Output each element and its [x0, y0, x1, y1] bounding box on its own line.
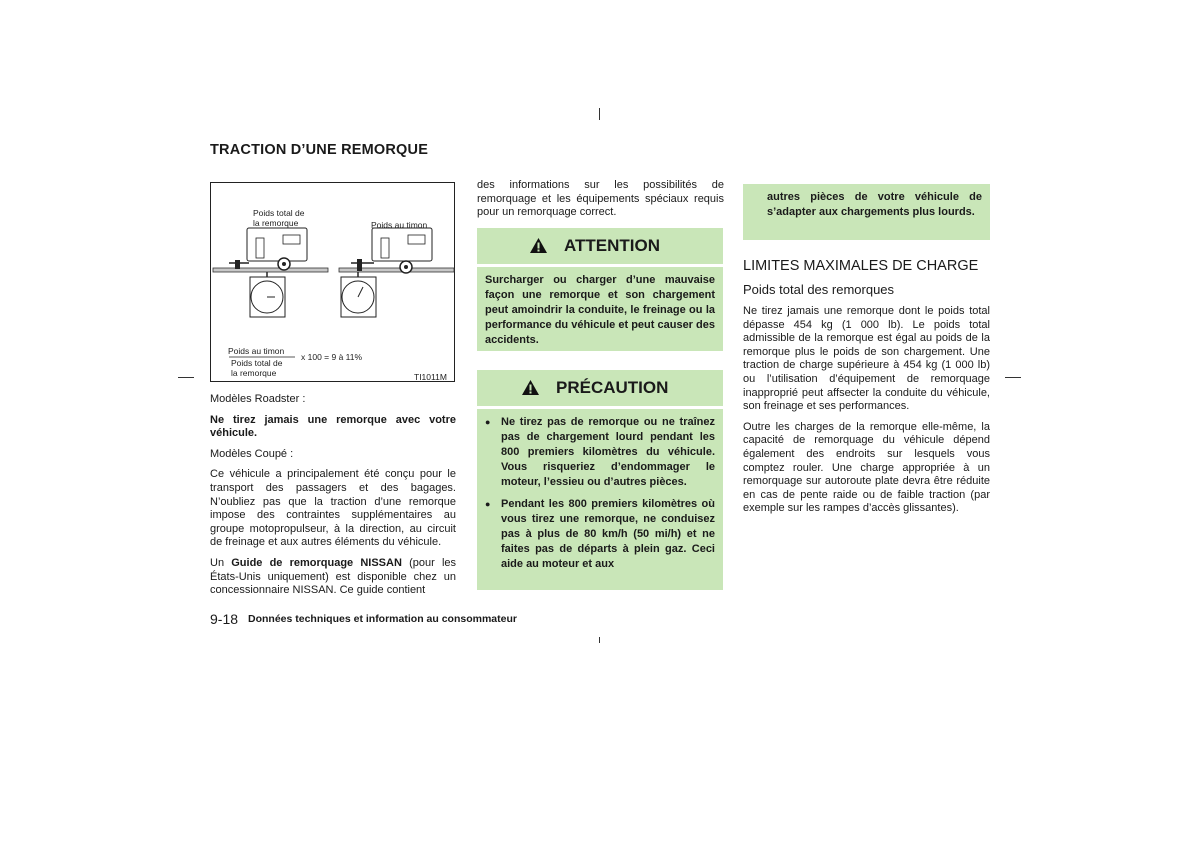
heading-load-limits: LIMITES MAXIMALES DE CHARGE — [743, 258, 979, 274]
attention-header — [477, 228, 723, 264]
formula-operator: x 100 = 9 à 11% — [301, 352, 363, 362]
trailer-weight-paragraph-2: Outre les charges de la remorque elle-même, la capacité de remorquage du véhicule dépend également des endroits sur lesquels vous comptez rouler. Une charge appropriée à un remorquage sur autoroute plate devra être réduite en cas de pente raide ou de faible traction (par exemple sur les rampes d’accès glissantes). — [743, 420, 990, 515]
precaution-box — [477, 409, 723, 590]
guide-title: Guide de remorquage NISSAN — [231, 556, 402, 569]
trailer-weight-figure — [210, 182, 455, 382]
section-title: TRACTION D’UNE REMORQUE — [210, 142, 429, 158]
warning-triangle-icon — [521, 379, 540, 396]
guide-prefix: Un — [210, 556, 232, 569]
intro-paragraph: des informations sur les possibilités de remorquage et les équipements spéciaux requis pour un remorquage correct. — [477, 179, 724, 219]
crop-mark-left — [178, 377, 194, 378]
attention-box — [477, 267, 723, 351]
trailer-weight-paragraph-1: Ne tirez jamais une remorque dont le poids total dépasse 454 kg (1 000 lb). Le poids total admissible de la remorque est égal au poids de la remorque plus le poids de son chargement. Une traction de charge supérieure à 454 kg (1 000 lb) ou l’utilisation d’équipement de remorquage inapproprié peut affsecter la conduite du véhicule, son freinage et ses performances. — [743, 305, 990, 413]
figure-code: TI1011M — [414, 372, 447, 382]
precaution-title: PRÉCAUTION — [556, 378, 669, 397]
crop-mark-top — [599, 108, 600, 120]
crop-mark-right — [1005, 377, 1021, 378]
roadster-warning: Ne tirez jamais une remorque avec votre véhicule. — [210, 413, 456, 440]
column-2-intro — [477, 179, 724, 227]
warning-triangle-icon — [529, 237, 548, 254]
precaution-header — [477, 370, 723, 406]
label-total-weight-line1: Poids total de — [253, 208, 305, 218]
formula-denominator-line2: la remorque — [231, 368, 277, 378]
crop-mark-bottom — [599, 637, 600, 643]
precaution-continued-text: autres pièces de votre véhicule de s’adapter aux chargements plus lourds. — [767, 191, 982, 218]
chapter-title: Données techniques et information au consommateur — [248, 613, 517, 625]
formula-numerator: Poids au timon — [228, 346, 285, 356]
label-tongue-weight: Poids au timon — [371, 220, 428, 230]
page-number: 9-18 — [210, 611, 239, 627]
guide-suffix: (pour les États-Unis uniquement) est disponible chez un concessionnaire NISSAN. Ce guide contient — [210, 556, 457, 597]
precaution-list — [483, 415, 715, 572]
precaution-item: ● Ne tirez pas de remorque ou ne traînez pas de chargement lourd pendant les 800 premiers kilomètres du véhicule. Vous risqueriez d’endommager le moteur, l’essieu ou d’autres pièces. — [483, 415, 715, 490]
models-coupe-label: Modèles Coupé : — [210, 447, 294, 460]
subheading-trailer-weight: Poids total des remorques — [743, 282, 895, 297]
label-total-weight-line2: la remorque — [253, 218, 299, 228]
precaution-item: ● Pendant les 800 premiers kilomètres où vous tirez une remorque, ne conduisez pas à plus de 80 km/h (50 mi/h) et ne faites pas de départs à plein gaz. Ceci aide au moteur et aux — [483, 497, 715, 572]
column-3 — [743, 305, 990, 523]
coupe-paragraph: Ce véhicule a principalement été conçu pour le transport des passagers et des bagages. N’oubliez pas que la traction d’une remorque impose des contraintes supplémentaires au groupe motopropulseur, à la direction, au circuit de freinage et aux autres éléments du véhicule. — [210, 468, 456, 549]
attention-title: ATTENTION — [564, 236, 661, 255]
column-1 — [210, 393, 456, 605]
attention-text: Surcharger ou charger d’une mauvaise façon une remorque et son chargement peut amoindrir la conduite, le freinage ou la performance du véhicule et peut causer des accidents. — [485, 274, 715, 346]
precaution-continued-box — [743, 184, 990, 240]
models-roadster-label: Modèles Roadster : — [210, 393, 306, 405]
formula-denominator-line1: Poids total de — [231, 358, 283, 368]
guide-paragraph — [210, 557, 456, 598]
